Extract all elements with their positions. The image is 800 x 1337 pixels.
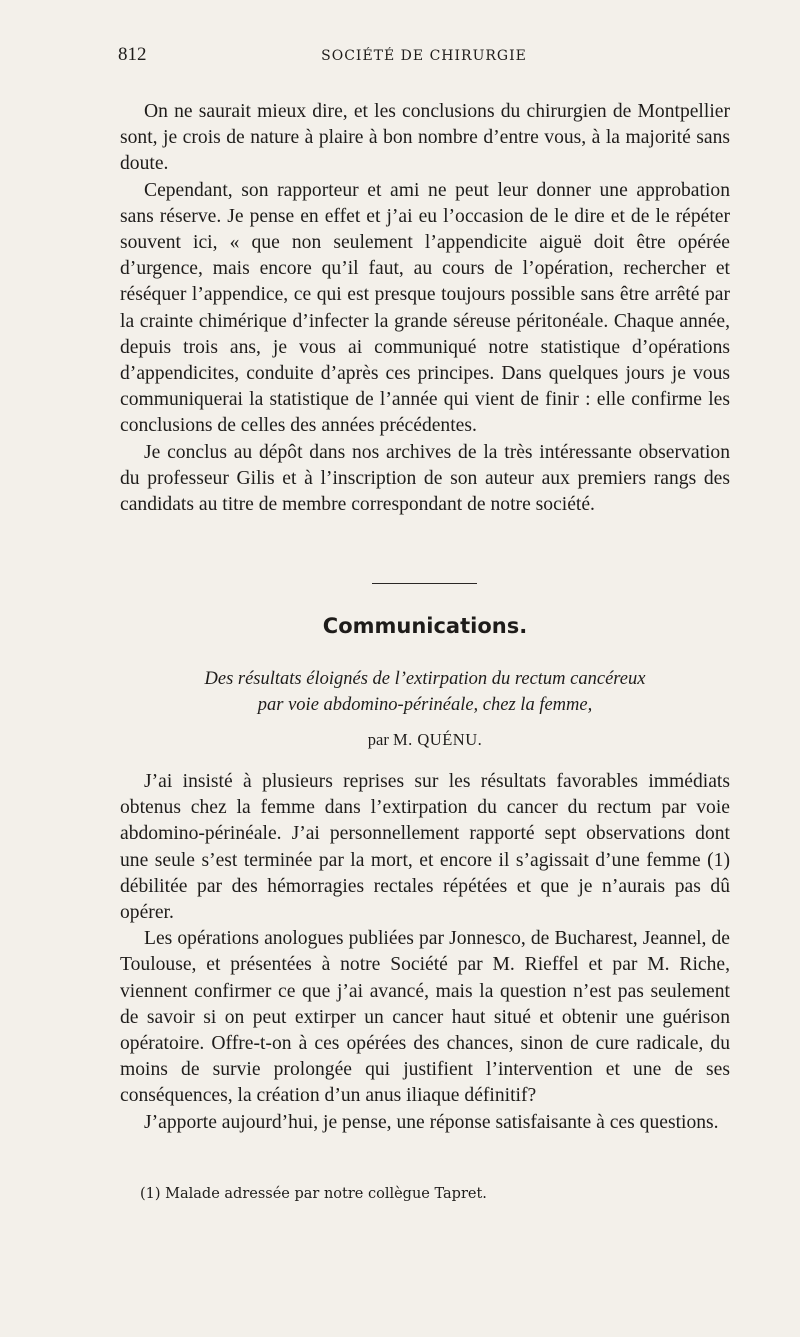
section-divider <box>372 583 477 584</box>
paragraph: Les opérations anologues publiées par Jonnesco, de Bucharest, Jeannel, de Toulouse, et présentées à notre Société par M. Rieffel et par M. Riche, viennent confirmer ce que j’ai avancé, mais la question n’est pas seulement de savoir si on peut extirper un cancer haut situé et obtenir une guérison opératoire. Offre-t-on à ces opérées des chances, sinon de cure radicale, du moins de survie prolongée qui justifient l’intervention et une de ses conséquences, la création d’un anus iliaque définitif? <box>120 928 730 1107</box>
section-heading: Communications. <box>322 614 528 638</box>
paragraph: On ne saurait mieux dire, et les conclusions du chirurgien de Montpellier sont, je crois de nature à plaire à bon nombre d’entre vous, à la majorité sans doute. <box>120 101 730 175</box>
author-name: M. QUÉNU. <box>392 730 483 749</box>
paragraph: J’apporte aujourd’hui, je pense, une réponse satisfaisante à ces questions. <box>144 1111 719 1133</box>
paragraph: J’ai insisté à plusieurs reprises sur les résultats favorables immédiats obtenus chez la femme dans l’extirpation du cancer du rectum par voie abdomino-périnéale. J’ai personnellement rapporté sept observations dont une seule s’est terminée par la mort, et encore il s’agissait d’une femme (1) débilitée par des hémorragies rectales répétées et que je n’aurais pas dû opérer. <box>120 771 730 924</box>
article-text <box>120 769 730 1136</box>
running-title: SOCIÉTÉ DE CHIRURGIE <box>321 48 527 64</box>
report-text <box>120 99 730 518</box>
page-number: 812 <box>118 44 147 65</box>
paragraph: Cependant, son rapporteur et ami ne peut leur donner une approbation sans réserve. Je pense en effet et j’ai eu l’occasion de le dire et de le répéter souvent ici, « que non seulement l’appendicite aiguë doit être opérée d’urgence, mais encore qu’il faut, au cours de l’opération, rechercher et réséquer l’appendice, ce qui est presque toujours possible sans être arrêté par la crainte chimérique d’infecter la grande séreuse péritonéale. Chaque année, depuis trois ans, je vous ai communiqué notre statistique d’opérations d’appendicites, conduite d’après ces principes. Dans quelques jours je vous communiquerai la statistique de l’année qui vient de finir : elle confirme les conclusions de celles des années précédentes. <box>120 179 730 437</box>
byline-prefix: par <box>367 730 389 749</box>
footnote: (1) Malade adressée par notre collègue Tapret. <box>140 1186 487 1202</box>
page-header <box>118 44 730 70</box>
byline <box>120 730 730 750</box>
article-title-line: par voie abdomino-périnéale, chez la femme, <box>257 695 593 715</box>
article-title <box>120 666 730 718</box>
paragraph: Je conclus au dépôt dans nos archives de la très intéressante observation du professeur Gilis et à l’inscription de son auteur aux premiers rangs des candidats au titre de membre correspondant de notre société. <box>120 441 730 516</box>
article-title-line: Des résultats éloignés de l’extirpation du rectum cancéreux <box>204 669 646 689</box>
